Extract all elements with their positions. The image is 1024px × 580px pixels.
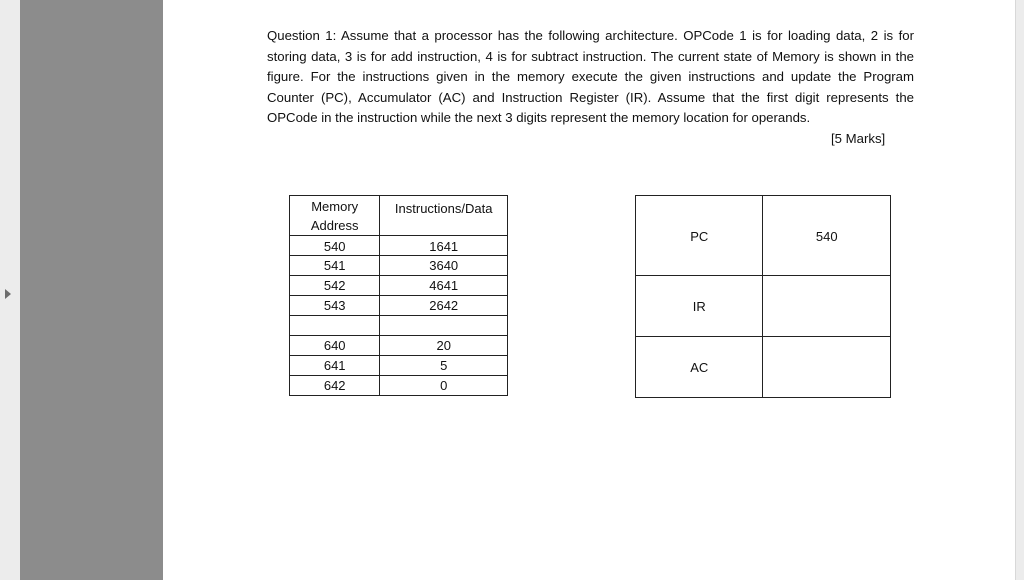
instruction-data-cell: 3640 bbox=[380, 256, 508, 276]
header-instructions-data: Instructions/Data bbox=[380, 196, 508, 236]
table-row bbox=[290, 296, 508, 316]
memory-address-cell: 640 bbox=[290, 336, 380, 356]
register-row-ir bbox=[636, 276, 891, 337]
left-rail bbox=[0, 0, 20, 580]
memory-table bbox=[289, 195, 508, 396]
register-row-ac bbox=[636, 337, 891, 398]
register-label: PC bbox=[636, 196, 763, 276]
table-row bbox=[290, 376, 508, 396]
register-label: IR bbox=[636, 276, 763, 337]
document-page bbox=[163, 0, 1015, 580]
register-value bbox=[763, 276, 891, 337]
instruction-data-cell: 4641 bbox=[380, 276, 508, 296]
memory-address-cell: 543 bbox=[290, 296, 380, 316]
document-gray-margin bbox=[20, 0, 163, 580]
question-text: Question 1: Assume that a processor has the following architecture. OPCode 1 is for loading data, 2 is for storing data, 3 is for add instruction, 4 is for subtract instruction. The current state of Memory is shown in the figure. For the instructions given in the memory execute the given instructions and update the Program Counter (PC), Accumulator (AC) and Instruction Register (IR). Assume that the first digit represents the OPCode in the instruction while the next 3 digits represent the memory location for operands. bbox=[267, 28, 914, 126]
table-row bbox=[290, 316, 508, 336]
instruction-data-cell: 1641 bbox=[380, 236, 508, 256]
instruction-data-cell: 0 bbox=[380, 376, 508, 396]
memory-address-cell bbox=[290, 316, 380, 336]
table-row bbox=[290, 276, 508, 296]
memory-address-cell: 540 bbox=[290, 236, 380, 256]
table-row bbox=[290, 356, 508, 376]
register-value bbox=[763, 337, 891, 398]
register-row-pc bbox=[636, 196, 891, 276]
table-row bbox=[290, 256, 508, 276]
expand-arrow-icon[interactable] bbox=[5, 289, 11, 299]
instruction-data-cell bbox=[380, 316, 508, 336]
memory-address-cell: 642 bbox=[290, 376, 380, 396]
instruction-data-cell: 2642 bbox=[380, 296, 508, 316]
register-table bbox=[635, 195, 891, 398]
instruction-data-cell: 20 bbox=[380, 336, 508, 356]
instruction-data-cell: 5 bbox=[380, 356, 508, 376]
scrollbar-track[interactable] bbox=[1015, 0, 1024, 580]
table-row bbox=[290, 336, 508, 356]
header-memory-address: Memory Address bbox=[290, 196, 380, 236]
memory-address-cell: 641 bbox=[290, 356, 380, 376]
memory-address-cell: 541 bbox=[290, 256, 380, 276]
register-label: AC bbox=[636, 337, 763, 398]
memory-table-header bbox=[290, 196, 508, 236]
marks-label: [5 Marks] bbox=[831, 131, 886, 146]
memory-address-cell: 542 bbox=[290, 276, 380, 296]
register-value: 540 bbox=[763, 196, 891, 276]
table-row bbox=[290, 236, 508, 256]
